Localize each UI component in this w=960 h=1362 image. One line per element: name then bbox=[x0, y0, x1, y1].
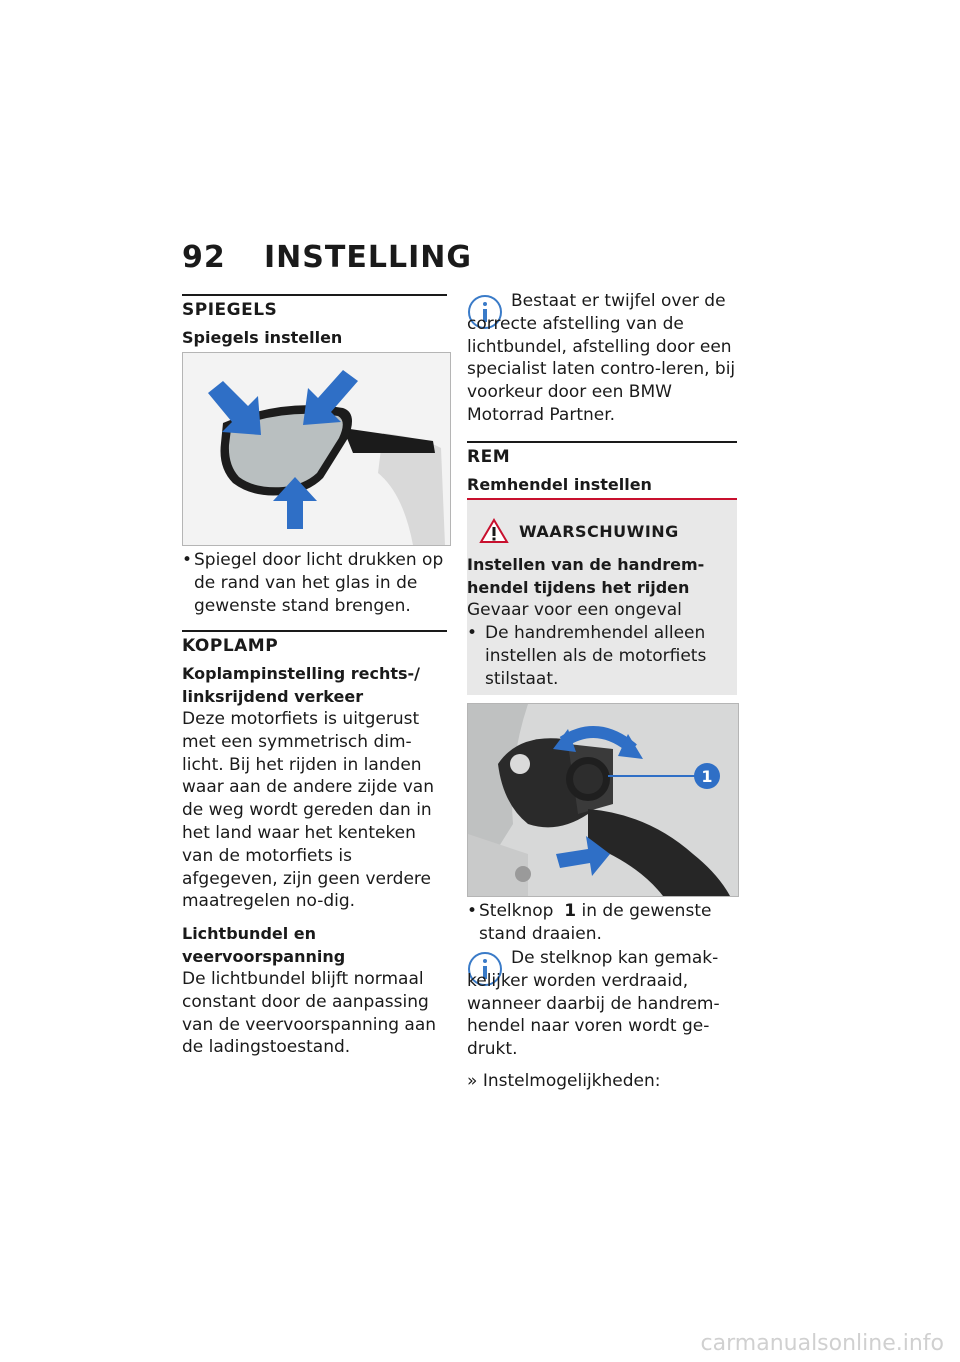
subtitle-brake: Remhendel instellen bbox=[467, 475, 652, 494]
body-beam: De lichtbundel blijft normaal constant door de aanpassing van de veervoorspanning aan de ladingstoestand. bbox=[182, 969, 437, 1058]
bullet-adjuster-post: in de gewenste stand draaien. bbox=[479, 901, 712, 944]
section-title-mirrors: SPIEGELS bbox=[182, 300, 278, 320]
bullet-mirrors bbox=[182, 549, 459, 617]
section-divider bbox=[467, 441, 737, 443]
watermark: carmanualsonline.info bbox=[700, 1331, 944, 1356]
info-text-brake: De stelknop kan gemak-kelijker worden verdraaid, wanneer daarbij de handrem-hendel naar voren wordt ge-drukt. bbox=[467, 948, 720, 1060]
bullet-adjuster-num: 1 bbox=[564, 901, 577, 921]
bullet-adjuster-pre: Stelknop bbox=[479, 901, 554, 921]
subtitle-headlamp: Koplampinstelling rechts-/ linksrijdend verkeer bbox=[182, 664, 421, 706]
result-line bbox=[467, 1070, 661, 1093]
bullet-mirrors-text: Spiegel door licht drukken op de rand van het glas in de gewenste stand brengen. bbox=[194, 550, 444, 616]
body-headlamp: Deze motorfiets is uitgerust met een symmetrisch dim-licht. Bij het rijden in landen waar aan de andere zijde van de weg wordt gereden dan in het land waar het kenteken van de motorfiets is afgegeven, zijn geen verdere maatregelen no-dig. bbox=[182, 709, 434, 912]
result-text: Instelmogelijkheden: bbox=[482, 1071, 661, 1091]
brake-lever-figure bbox=[467, 703, 739, 897]
page-number: 92 bbox=[182, 240, 226, 275]
bullet-adjuster bbox=[467, 900, 749, 946]
section-title-headlamp: KOPLAMP bbox=[182, 636, 279, 656]
bullet-dot: • bbox=[467, 901, 478, 921]
warning-icon bbox=[479, 518, 509, 544]
page-header bbox=[182, 240, 472, 275]
warning-label: WAARSCHUWING bbox=[519, 522, 679, 541]
callout-1-label: 1 bbox=[701, 767, 713, 786]
section-title-brake: REM bbox=[467, 447, 511, 467]
warning-title: Instellen van de handrem-hendel tijdens het rijden bbox=[467, 555, 705, 597]
section-divider bbox=[182, 294, 447, 296]
info-text-headlamp: Bestaat er twijfel over de correcte afstelling van de lichtbundel, afstelling door een specialist laten contro-leren, bij voorkeur door een BMW Motorrad Partner. bbox=[467, 291, 736, 425]
warning-text: Gevaar voor een ongeval bbox=[467, 600, 682, 620]
brake-lever-illustration bbox=[468, 704, 738, 896]
warning-bullet bbox=[467, 622, 730, 690]
chapter-title: INSTELLING bbox=[264, 240, 472, 275]
subtitle-beam: Lichtbundel en veervoorspanning bbox=[182, 924, 346, 966]
bullet-dot: • bbox=[467, 623, 478, 643]
warning-box bbox=[467, 498, 737, 695]
subtitle-mirrors: Spiegels instellen bbox=[182, 328, 343, 347]
result-arrow-icon: » bbox=[467, 1071, 478, 1091]
mirror-figure bbox=[182, 352, 451, 546]
mirror-illustration bbox=[183, 353, 450, 545]
callout-1 bbox=[694, 763, 720, 789]
warning-bullet-text: De handremhendel alleen instellen als de motorfiets stilstaat. bbox=[485, 623, 707, 689]
bullet-dot: • bbox=[182, 550, 193, 570]
section-divider bbox=[182, 630, 447, 632]
